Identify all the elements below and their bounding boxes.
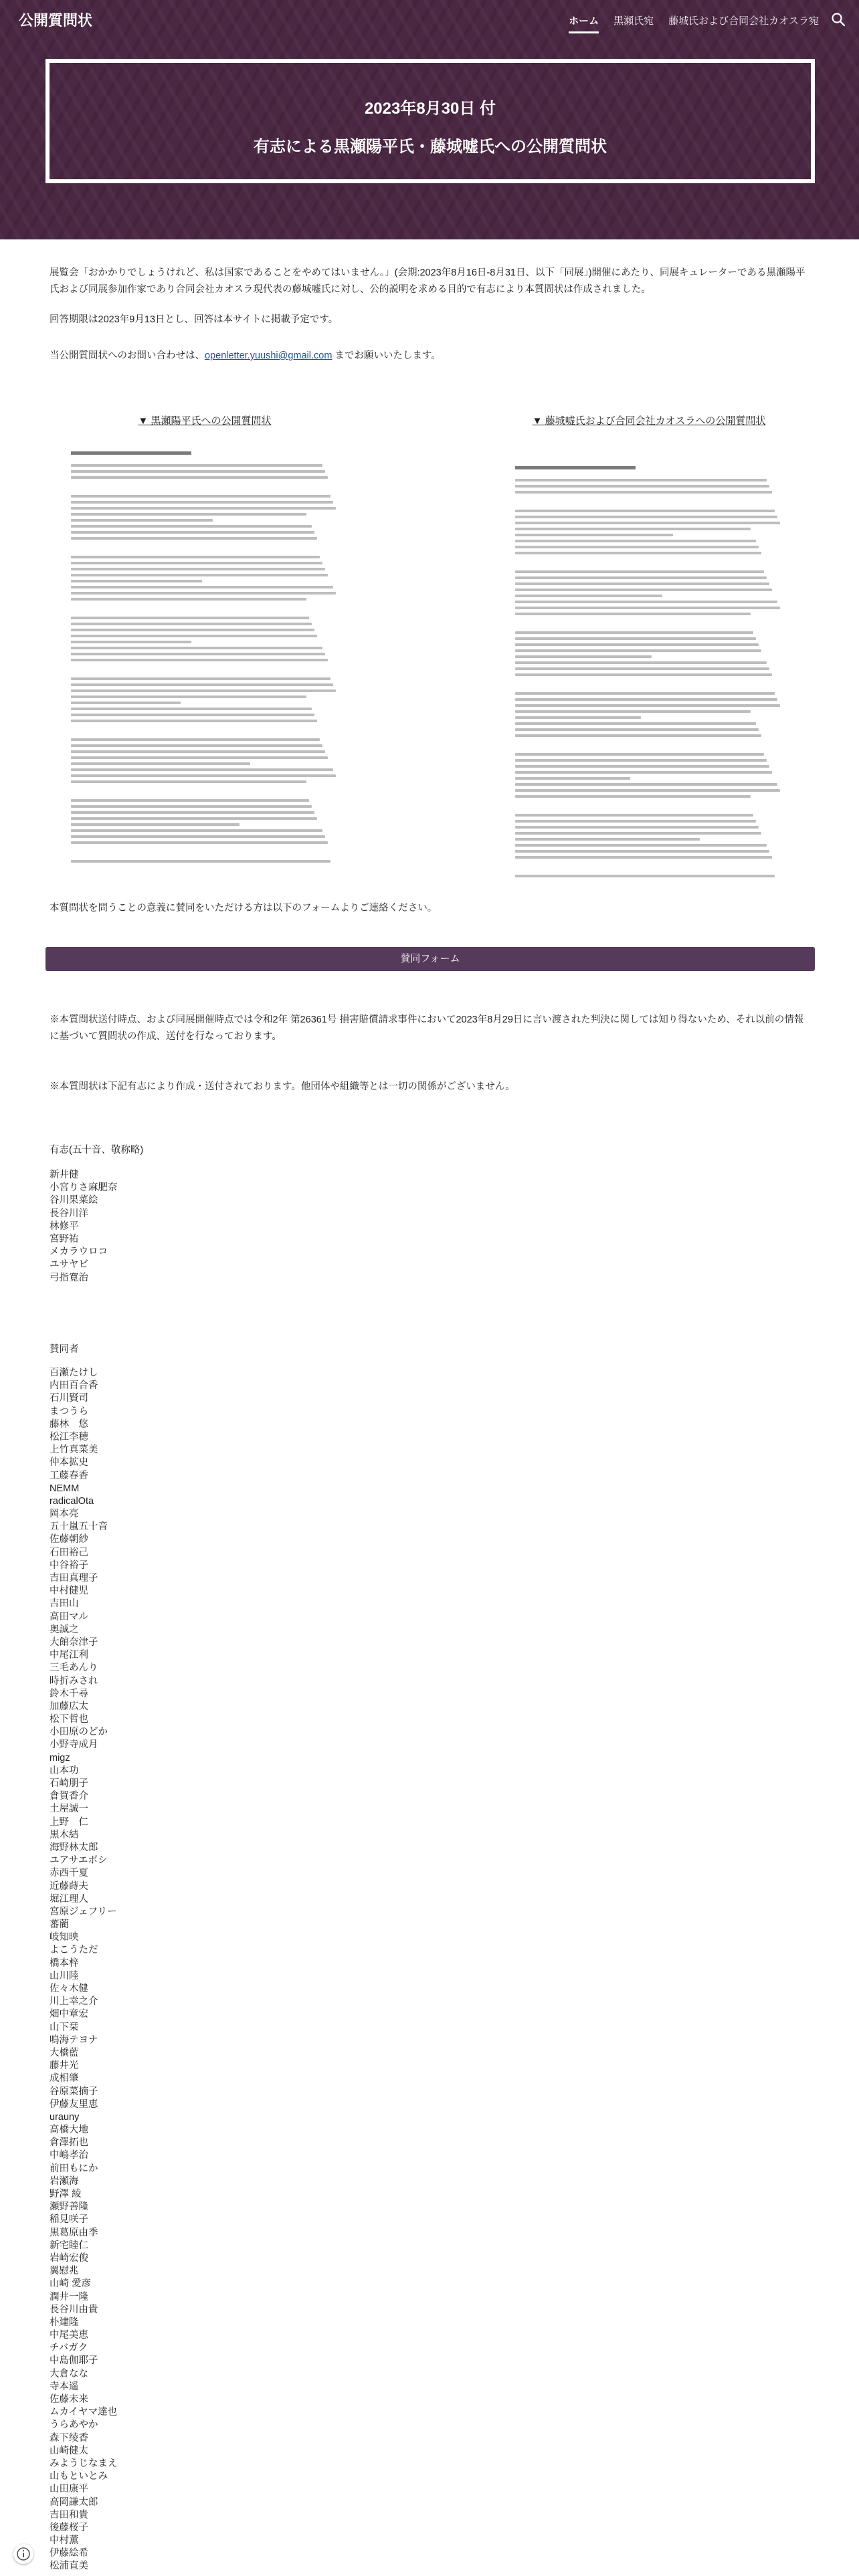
document-text-line	[515, 595, 662, 597]
document-text-line	[515, 522, 780, 524]
document-heading-line	[71, 451, 191, 455]
supporter-name: 倉澤拓也	[50, 2137, 88, 2149]
document-text-line	[515, 850, 769, 853]
document-text-line	[71, 623, 312, 625]
document-text-line	[71, 683, 333, 686]
top-navigation	[0, 0, 859, 40]
document-text-line	[515, 777, 630, 780]
supporter-name: 中谷裕子	[50, 1560, 88, 1571]
document-text-line	[71, 476, 328, 479]
banner-title: 有志による黒瀬陽平氏・藤城嘘氏への公開質問状	[254, 138, 607, 156]
document-text-line	[71, 635, 317, 637]
document-heading-line	[515, 466, 636, 469]
document-text-line	[71, 714, 314, 716]
nav-menu	[569, 13, 819, 33]
document-text-line	[71, 702, 181, 704]
document-text-line	[515, 795, 751, 798]
document-text-line	[71, 756, 328, 759]
document-text-line	[515, 613, 751, 615]
supporters-heading: 賛同者	[50, 1344, 79, 1355]
supporter-name: 赤西千夏	[50, 1868, 88, 1879]
document-text-line	[515, 631, 753, 634]
intro-paragraph: 展覧会「おかかりでしょうけれど、私は国家であることをやめてはいません。」(会期:2023年8月16日-8月31日、以下「同展」)開催にあたり、同展キュレーターである黒瀬陽平氏および同展参加作家であり合同会社カオスラ現代表の藤城嘘氏に対し、公的説明を求める目的で有志により本質問状は作成されました。	[50, 267, 805, 295]
document-text-line	[515, 716, 641, 719]
supporter-name: 佐々木健	[50, 1983, 88, 1994]
supporter-name: 石川賢司	[50, 1393, 88, 1404]
document-paragraph-gap	[515, 801, 783, 811]
document-text-line	[515, 820, 756, 823]
supporter-name: 高橋大地	[50, 2125, 88, 2136]
document-text-line	[71, 647, 322, 649]
banner-date: 2023年8月30日 付	[364, 100, 496, 118]
document-text-line	[515, 661, 767, 664]
info-icon[interactable]	[13, 2544, 33, 2564]
document-text-line	[515, 698, 777, 701]
supporter-name: 堀江理人	[50, 1893, 88, 1905]
document-paragraph-gap	[71, 665, 339, 674]
contact-text-after: までお願いいたします。	[332, 350, 441, 361]
supporter-name: 岡本亮	[50, 1509, 79, 1520]
supporter-name: 稲見咲子	[50, 2214, 88, 2226]
supporter-name: 小野寺成月	[50, 1739, 98, 1751]
document-text-line	[71, 768, 333, 771]
supporter-name: 山下栞	[50, 2022, 79, 2033]
document-label-fujishiro[interactable]: ▼ 藤城嘘氏および合同会社カオスラへの公開質問状	[532, 415, 766, 427]
nav-item-home[interactable]: ホーム	[569, 13, 599, 33]
document-text-line	[515, 588, 772, 591]
organizers-heading: 有志(五十音、敬称略)	[50, 1145, 144, 1156]
document-text-line	[71, 568, 325, 570]
supporter-name: 吉田山	[50, 1598, 79, 1610]
document-text-line	[515, 540, 756, 542]
document-preview-kurose	[51, 451, 359, 863]
supporter-name: みようじなまえ	[50, 2458, 118, 2469]
supporter-name: 五十嵐五十音	[50, 1521, 108, 1533]
document-text-line	[71, 805, 312, 808]
note-judgment: ※本質問状送付時点、および同展開催時点では令和2年 第26361号 損害賠償請求事件において2023年8月29日に言い渡された判決に関しては知り得ないため、それ以前の情報に基づいて質問状の作成、送付を行なっております。	[50, 1014, 804, 1042]
document-text-line	[71, 598, 306, 601]
supporter-name: 瀬野善隆	[50, 2202, 88, 2213]
document-text-line	[515, 528, 751, 530]
document-text-line	[515, 710, 751, 713]
supporter-name: 小田原のどか	[50, 1727, 108, 1738]
document-text-line	[71, 841, 328, 844]
document-text-line	[71, 811, 314, 814]
document-text-line	[515, 491, 772, 494]
document-label-kurose[interactable]: ▼ 黒瀬陽平氏への公開質問状	[138, 415, 272, 427]
document-text-line	[515, 692, 775, 695]
supporter-name: 翼慰兆	[50, 2266, 79, 2277]
document-text-line	[515, 552, 761, 554]
supporter-name: 佐藤未来	[50, 2394, 88, 2405]
contact-email-link[interactable]: openletter.yuushi@gmail.com	[205, 350, 332, 361]
document-paragraph-gap	[515, 740, 783, 750]
supporter-name: 潤井一隆	[50, 2291, 88, 2302]
supporter-name: NEMM	[50, 1483, 80, 1494]
supporter-name: 山もといとみ	[50, 2471, 108, 2482]
document-text-line	[71, 519, 213, 522]
document-paragraph-gap	[71, 604, 339, 613]
document-text-line	[515, 734, 761, 737]
document-paragraph-gap	[71, 543, 339, 552]
document-text-line	[515, 759, 767, 762]
document-text-line	[71, 464, 322, 467]
supporter-name: 倉賀香介	[50, 1791, 88, 1802]
supporter-name: 黒葛原由季	[50, 2227, 98, 2238]
supporter-name: 時折みされ	[50, 1675, 98, 1687]
contact-text-before: 当公開質問状へのお問い合わせは、	[50, 350, 205, 361]
document-text-line	[71, 629, 314, 631]
supporter-name: チバガク	[50, 2343, 88, 2354]
document-text-line	[515, 704, 780, 707]
document-text-line	[71, 762, 250, 765]
document-text-line	[515, 814, 753, 817]
organizer-name: 長谷川洋	[50, 1208, 88, 1219]
document-text-line	[515, 643, 759, 646]
document-text-line	[515, 485, 769, 488]
document-text-line	[515, 607, 780, 609]
supporter-name: よこうただ	[50, 1945, 98, 1956]
organizer-name: 谷川果菜絵	[50, 1195, 98, 1206]
document-text-line	[515, 570, 764, 573]
document-text-line	[515, 789, 780, 792]
supporter-name: 藤井光	[50, 2060, 79, 2072]
nav-item-kurose[interactable]: 黒瀬氏宛	[613, 15, 654, 27]
document-text-line	[71, 744, 322, 747]
supporter-name: 松下哲也	[50, 1714, 88, 1725]
document-paragraph-gap	[71, 726, 339, 735]
document-text-line	[515, 655, 652, 658]
supporter-name: 前田もにか	[50, 2163, 98, 2174]
supporter-name: 中村健児	[50, 1586, 88, 1597]
document-text-line	[71, 708, 312, 710]
document-text-line	[71, 799, 309, 802]
supporter-name: 中嶋孝治	[50, 2150, 88, 2161]
supporter-name: 石田裕己	[50, 1547, 88, 1558]
supporter-name: 朴建隆	[50, 2317, 79, 2328]
document-text-line	[71, 495, 330, 498]
document-text-line	[515, 576, 767, 579]
supporter-name: 大橋藍	[50, 2047, 79, 2058]
supporter-name: 伊藤絵希	[50, 2548, 88, 2559]
document-text-line	[71, 617, 309, 619]
supporter-name: 大館奈津子	[50, 1636, 98, 1648]
document-text-line	[71, 720, 317, 722]
document-text-line	[71, 817, 317, 820]
support-form-button[interactable]: 賛同フォーム	[45, 947, 815, 971]
document-text-line	[71, 513, 306, 516]
supporter-name: 長谷川由貴	[50, 2304, 98, 2315]
document-text-line	[71, 659, 328, 661]
supporter-name: 工藤春香	[50, 1470, 88, 1481]
supporter-name: migz	[50, 1752, 70, 1763]
document-text-line	[71, 586, 333, 588]
document-text-line	[515, 838, 700, 841]
document-text-line	[515, 637, 756, 640]
supporter-name: 石崎朋子	[50, 1778, 88, 1789]
site-title[interactable]: 公開質問状	[19, 12, 93, 29]
document-text-line	[71, 470, 325, 473]
supporters-list	[50, 1367, 118, 2573]
supporter-name: 山本功	[50, 1765, 79, 1776]
organizer-name: 新井健	[50, 1170, 79, 1180]
supporter-name: 黒木結	[50, 1829, 79, 1840]
document-text-line	[71, 653, 325, 655]
supporter-name: 伊藤友里恵	[50, 2099, 98, 2110]
document-paragraph-gap	[515, 497, 783, 506]
document-text-line	[71, 574, 328, 576]
document-text-line	[515, 534, 673, 536]
supporter-name: 山崎健太	[50, 2445, 88, 2456]
document-paragraph-gap	[71, 482, 339, 492]
document-text-line	[71, 835, 325, 838]
supporter-name: 鈴木千尋	[50, 1688, 88, 1699]
supporter-name: 内田百合香	[50, 1380, 98, 1392]
supporter-name: 高田マル	[50, 1611, 88, 1622]
supporter-name: 中尾美恵	[50, 2330, 88, 2341]
supporter-name: 上竹真菜美	[50, 1444, 98, 1456]
organizers-list	[50, 1169, 118, 1285]
supporter-name: ムカイヤマ達也	[50, 2407, 118, 2418]
document-text-line	[515, 875, 775, 877]
supporter-name: 山田康平	[50, 2484, 88, 2495]
document-text-line	[71, 860, 330, 863]
supporter-name: 吉田和貴	[50, 2509, 88, 2520]
supporter-name: 成相肇	[50, 2073, 79, 2084]
document-text-line	[71, 823, 240, 826]
document-text-line	[515, 856, 772, 859]
supporter-name: 宮原ジェフリー	[50, 1906, 117, 1917]
document-text-line	[515, 728, 759, 731]
document-text-line	[515, 516, 777, 518]
supporter-name: 三毛あんり	[50, 1662, 98, 1674]
nav-item-fujishiro[interactable]: 藤城氏および合同会社カオスラ宛	[668, 15, 819, 27]
banner-title-frame	[45, 59, 815, 183]
document-text-line	[71, 556, 320, 558]
document-text-line	[515, 546, 759, 548]
document-text-line	[71, 780, 306, 783]
organizer-name: 小宮りさ麻肥奈	[50, 1182, 118, 1194]
supporter-name: 奥誠之	[50, 1624, 79, 1635]
document-text-line	[71, 562, 322, 564]
supporter-name: 高岡謙太郎	[50, 2496, 98, 2508]
contact-paragraph	[50, 348, 812, 364]
organizer-name: 林修平	[50, 1220, 79, 1232]
supporter-name: 岐知映	[50, 1932, 79, 1943]
document-text-line	[515, 826, 759, 829]
supporter-name: 上野 仁	[50, 1816, 88, 1828]
organizer-name: 宮野祐	[50, 1233, 79, 1245]
organizer-name: メカラウロコ	[50, 1247, 108, 1258]
supporter-name: 森下绫香	[50, 2432, 88, 2444]
supporter-name: まつうら	[50, 1406, 88, 1417]
document-paragraph-gap	[515, 619, 783, 628]
document-text-line	[515, 753, 764, 756]
supporter-name: 中島伽耶子	[50, 2355, 98, 2367]
document-text-line	[71, 689, 336, 692]
organizer-name: ユサヤビ	[50, 1259, 88, 1271]
document-text-line	[515, 649, 761, 652]
supporter-name: 後藤桜子	[50, 2522, 88, 2533]
supporter-name: 海野林太郎	[50, 1842, 98, 1853]
document-text-line	[71, 592, 336, 595]
supporter-name: 橋本梓	[50, 1957, 79, 1969]
document-toggle-kurose[interactable]	[51, 413, 359, 427]
document-text-line	[515, 510, 775, 512]
supporter-name: うらあやか	[50, 2420, 98, 2431]
supporter-name: 仲本拡史	[50, 1457, 88, 1469]
supporter-name: 畑中章宏	[50, 2009, 88, 2020]
document-fujishiro	[495, 413, 803, 881]
document-text-line	[71, 507, 336, 510]
supporter-name: 山川陸	[50, 1970, 79, 1981]
supporter-name: 岩崎宏俊	[50, 2252, 88, 2264]
document-text-line	[515, 765, 769, 768]
supporter-name: urauny	[50, 2111, 80, 2123]
document-text-line	[71, 531, 314, 534]
document-paragraph-gap	[71, 847, 339, 857]
supporter-name: 百瀬たけし	[50, 1368, 98, 1378]
supporter-name: radicalOta	[50, 1495, 94, 1507]
search-icon[interactable]	[830, 11, 847, 28]
supporter-name: ユアサエボシ	[50, 1855, 108, 1866]
document-text-line	[515, 601, 777, 603]
note-independence: ※本質問状は下記有志により作成・送付されております。他団体や組織等とは一切の関係がございません。	[50, 1081, 515, 1092]
document-text-line	[515, 771, 772, 774]
document-text-line	[71, 774, 336, 777]
document-text-line	[515, 673, 772, 676]
form-lead: 本質問状を問うことの意義に賛同をいただける方は以下のフォームよりご連絡ください。	[50, 903, 438, 914]
supporter-name: 加藤広太	[50, 1701, 88, 1712]
document-text-line	[71, 695, 306, 698]
document-text-line	[71, 641, 191, 643]
document-text-line	[71, 580, 202, 582]
document-text-line	[515, 667, 769, 670]
supporter-name: 中尾江利	[50, 1650, 88, 1661]
document-text-line	[71, 829, 322, 832]
supporter-name: 岩瀬海	[50, 2175, 79, 2187]
supporter-name: 山崎 愛彦	[50, 2278, 92, 2290]
supporter-name: 大倉なな	[50, 2368, 88, 2379]
document-text-line	[71, 501, 333, 504]
supporter-name: 吉田真理子	[50, 1573, 98, 1584]
supporter-name: 佐藤朝紗	[50, 1534, 88, 1545]
document-preview-fujishiro	[495, 466, 803, 877]
document-text-line	[515, 783, 777, 786]
supporter-name: 新宅睦仁	[50, 2240, 88, 2251]
supporter-name: 谷原菜摘子	[50, 2086, 98, 2097]
document-text-line	[515, 832, 761, 835]
document-text-line	[71, 738, 320, 741]
document-text-line	[515, 722, 756, 725]
organizer-name: 弓指寛治	[50, 1272, 88, 1283]
document-text-line	[515, 844, 767, 847]
supporter-name: 近藤蒔夫	[50, 1881, 88, 1892]
supporter-name: 野澤 綾	[50, 2189, 82, 2199]
document-text-line	[515, 479, 767, 481]
deadline-paragraph: 回答期限は2023年9月13日とし、回答は本サイトに掲載予定です。	[50, 314, 339, 325]
supporter-name: 中村薫	[50, 2535, 79, 2547]
document-paragraph-gap	[515, 862, 783, 871]
document-text-line	[515, 582, 769, 585]
supporter-name: 寺本遥	[50, 2381, 79, 2392]
supporter-name: 松浦直美	[50, 2561, 88, 2572]
document-text-line	[71, 677, 330, 680]
document-toggle-fujishiro[interactable]	[495, 413, 803, 427]
document-text-line	[71, 750, 325, 753]
document-paragraph-gap	[515, 679, 783, 689]
supporter-name: 松江李穂	[50, 1431, 88, 1442]
document-text-line	[71, 525, 312, 528]
supporter-name: 蕃藺	[50, 1919, 69, 1931]
supporter-name: 土屋誠一	[50, 1804, 88, 1815]
document-paragraph-gap	[71, 786, 339, 796]
supporter-name: 藤林 悠	[50, 1418, 88, 1430]
supporter-name: 川上幸之介	[50, 1996, 98, 2008]
document-text-line	[71, 537, 317, 540]
document-paragraph-gap	[515, 558, 783, 567]
supporter-name: 鳴海テヨナ	[50, 2034, 98, 2046]
document-kurose	[51, 413, 359, 866]
